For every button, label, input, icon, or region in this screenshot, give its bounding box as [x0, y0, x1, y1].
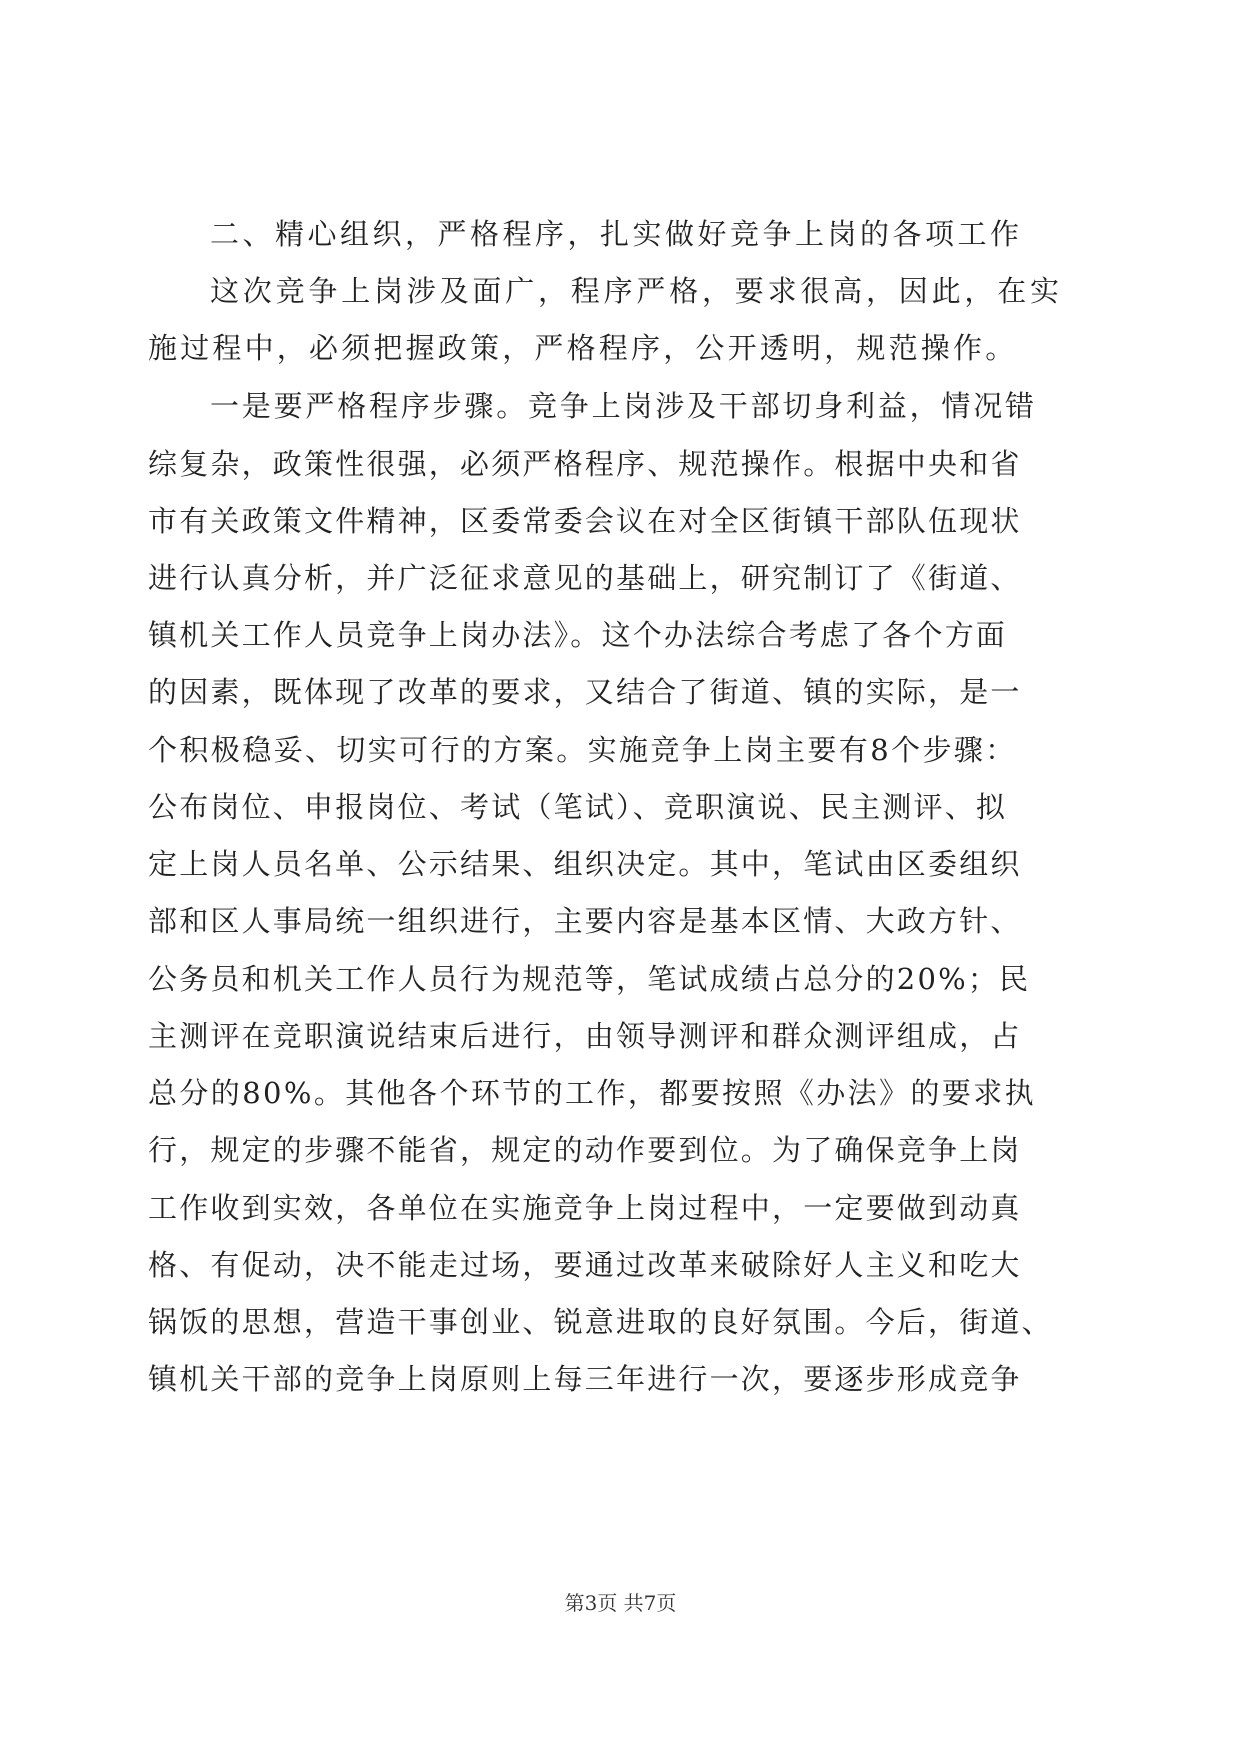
page-number-footer: 第3页 共7页: [564, 1591, 677, 1615]
paragraph-line: 部和区人事局统一组织进行，主要内容是基本区情、大政方针、: [148, 904, 1022, 938]
paragraph-line: 格、有促动，决不能走过场，要通过改革来破除好人主义和吃大: [148, 1248, 1022, 1282]
paragraph-line: 个积极稳妥、切实可行的方案。实施竞争上岗主要有8个步骤：: [148, 733, 1017, 767]
paragraph-line: 公布岗位、申报岗位、考试（笔试）、竞职演说、民主测评、拟: [148, 790, 1008, 824]
paragraph-line: 综复杂，政策性很强，必须严格程序、规范操作。根据中央和省: [148, 447, 1022, 481]
paragraph-line: 定上岗人员名单、公示结果、组织决定。其中，笔试由区委组织: [148, 847, 1022, 881]
paragraph-line: 进行认真分析，并广泛征求意见的基础上，研究制订了《街道、: [148, 561, 1022, 595]
paragraph-line: 施过程中，必须把握政策，严格程序，公开透明，规范操作。: [148, 331, 1018, 365]
paragraph-line: 工作收到实效，各单位在实施竞争上岗过程中，一定要做到动真: [148, 1191, 1022, 1225]
paragraph-line: 的因素，既体现了改革的要求，又结合了街道、镇的实际，是一: [148, 675, 1022, 709]
paragraph-line: 公务员和机关工作人员行为规范等，笔试成绩占总分的20%；民: [148, 962, 1031, 996]
paragraph-line: 总分的80%。其他各个环节的工作，都要按照《办法》的要求执: [148, 1076, 1037, 1110]
section-heading: 二、精心组织，严格程序，扎实做好竞争上岗的各项工作: [210, 217, 1023, 251]
paragraph-line: 一是要严格程序步骤。竞争上岗涉及干部切身利益，情况错: [210, 389, 1037, 423]
paragraph-line: 这次竞争上岗涉及面广，程序严格，要求很高，因此，在实: [210, 274, 1063, 308]
paragraph-line: 行，规定的步骤不能省，规定的动作要到位。为了确保竞争上岗: [148, 1133, 1022, 1167]
paragraph-line: 镇机关干部的竞争上岗原则上每三年进行一次，要逐步形成竞争: [148, 1362, 1022, 1396]
paragraph-line: 锅饭的思想，营造干事创业、锐意进取的良好氛围。今后，街道、: [148, 1305, 1053, 1339]
paragraph-line: 主测评在竞职演说结束后进行，由领导测评和群众测评组成，占: [148, 1019, 1022, 1053]
paragraph-line: 市有关政策文件精神，区委常委会议在对全区街镇干部队伍现状: [148, 504, 1022, 538]
paragraph-line: 镇机关工作人员竞争上岗办法》。这个办法综合考虑了各个方面: [148, 618, 1008, 652]
